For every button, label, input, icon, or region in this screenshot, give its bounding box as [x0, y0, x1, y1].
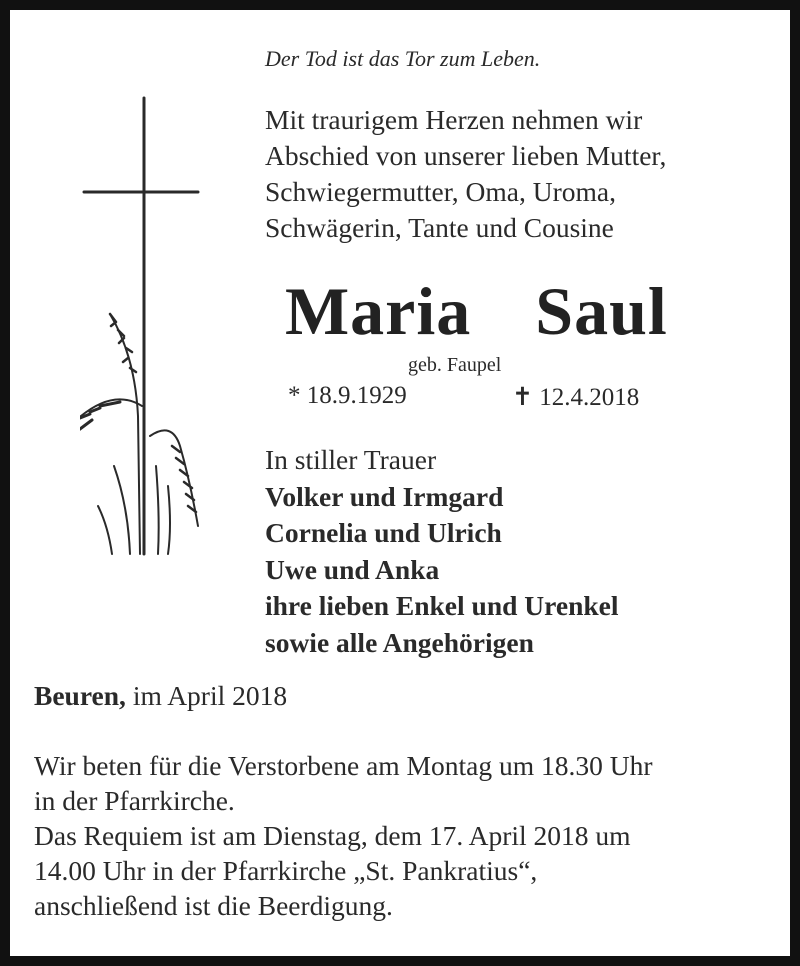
deceased-name: Maria Saul [285, 273, 668, 349]
intro-text [265, 102, 666, 246]
intro-line: Abschied von unserer lieben Mutter, [265, 140, 667, 171]
intro-line: Schwiegermutter, Oma, Uroma, [265, 176, 616, 207]
mourners-heading: In stiller Trauer [265, 444, 437, 475]
mourner: ihre lieben Enkel und Urenkel [265, 590, 619, 621]
death-date-value: 12.4.2018 [539, 384, 640, 411]
intro-line: Mit traurigem Herzen nehmen wir [265, 104, 643, 135]
mourner: Uwe und Anka [265, 553, 440, 585]
service-line: anschließend ist die Beerdigung. [34, 890, 393, 921]
service-line: Das Requiem ist am Dienstag, dem 17. April 2018 um [34, 820, 631, 851]
service-details [34, 748, 653, 923]
service-line: in der Pfarrkirche. [34, 785, 235, 816]
service-line: Wir beten für die Verstorbene am Montag um 18.30 Uhr [34, 750, 653, 781]
birth-name: geb. Faupel [408, 354, 502, 376]
service-line: 14.00 Uhr in der Pfarrkirche „St. Pankratius“, [34, 855, 538, 886]
death-date [512, 382, 639, 412]
motto: Der Tod ist das Tor zum Leben. [265, 46, 541, 71]
mourner: Volker und Irmgard [265, 480, 504, 512]
mourner: Cornelia und Ulrich [265, 517, 502, 548]
birth-date [288, 382, 407, 410]
mourners [265, 442, 619, 661]
place-date [34, 680, 287, 712]
place-date-text: im April 2018 [125, 680, 288, 711]
birth-star-icon: * [288, 382, 301, 409]
death-cross-icon: ✝ [512, 384, 533, 411]
intro-line: Schwägerin, Tante und Cousine [265, 212, 614, 243]
mourner: sowie alle Angehörigen [265, 626, 534, 658]
town: Beuren, [34, 680, 126, 711]
birth-date-value: 18.9.1929 [306, 382, 407, 409]
cross-wheat-icon [80, 86, 220, 566]
